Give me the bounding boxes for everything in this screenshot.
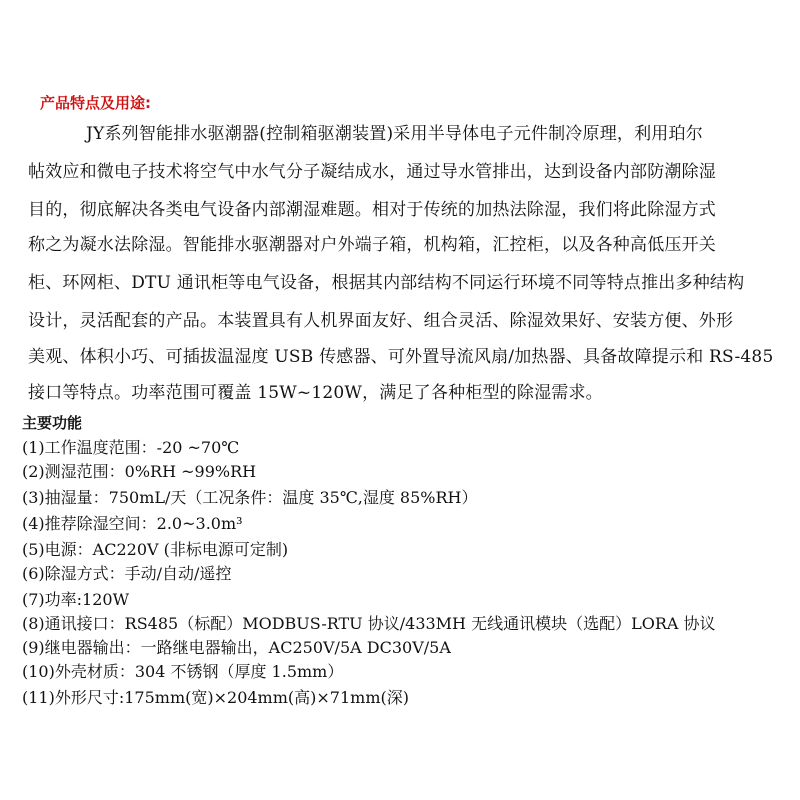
spec-line-4: (4)推荐除湿空间：2.0~3.0m³	[22, 514, 243, 533]
spec-line-11: (11)外形尺寸:175mm(宽)×204mm(高)×71mm(深)	[22, 688, 409, 707]
spec-line-2: (2)测湿范围：0%RH ~99%RH	[22, 462, 257, 481]
intro-line-8: 接口等特点。功率范围可覆盖 15W~120W，满足了各种柜型的除湿需求。	[28, 383, 603, 403]
intro-line-1: JY系列智能排水驱潮器(控制箱驱潮装置)采用半导体电子元件制冷原理，利用珀尔	[86, 124, 703, 144]
intro-line-3: 目的，彻底解决各类电气设备内部潮湿难题。相对于传统的加热法除湿，我们将此除湿方式	[28, 200, 716, 220]
spec-line-3: (3)抽湿量：750mL/天（工况条件：温度 35℃,湿度 85%RH）	[22, 488, 478, 507]
intro-line-4: 称之为凝水法除湿。智能排水驱潮器对户外端子箱，机构箱，汇控柜，以及各种高低压开关	[28, 235, 716, 255]
features-title: 产品特点及用途:	[40, 94, 151, 112]
spec-line-7: (7)功率:120W	[22, 590, 130, 609]
spec-line-10: (10)外壳材质：304 不锈钢（厚度 1.5mm）	[22, 662, 344, 681]
spec-line-5: (5)电源：AC220V (非标电源可定制)	[22, 540, 289, 559]
spec-line-8: (8)通讯接口：RS485（标配）MODBUS-RTU 协议/433MH 无线通讯模块（选配）LORA 协议	[22, 614, 716, 633]
intro-line-6: 设计，灵活配套的产品。本装置具有人机界面友好、组合灵活、除湿效果好、安装方便、外形	[28, 311, 734, 331]
spec-line-9: (9)继电器输出：一路继电器输出，AC250V/5A DC30V/5A	[22, 638, 451, 657]
functions-title: 主要功能	[22, 414, 83, 432]
intro-line-5: 柜、环网柜、DTU 通讯柜等电气设备，根据其内部结构不同运行环境不同等特点推出多种结构	[28, 273, 745, 293]
intro-line-2: 帖效应和微电子技术将空气中水气分子凝结成水，通过导水管排出，达到设备内部防潮除湿	[28, 162, 716, 182]
spec-line-1: (1)工作温度范围：-20 ~70℃	[22, 438, 240, 457]
intro-line-7: 美观、体积小巧、可插拔温湿度 USB 传感器、可外置导流风扇/加热器、具备故障提示和 RS-485	[28, 347, 774, 367]
spec-line-6: (6)除湿方式：手动/自动/遥控	[22, 564, 232, 583]
